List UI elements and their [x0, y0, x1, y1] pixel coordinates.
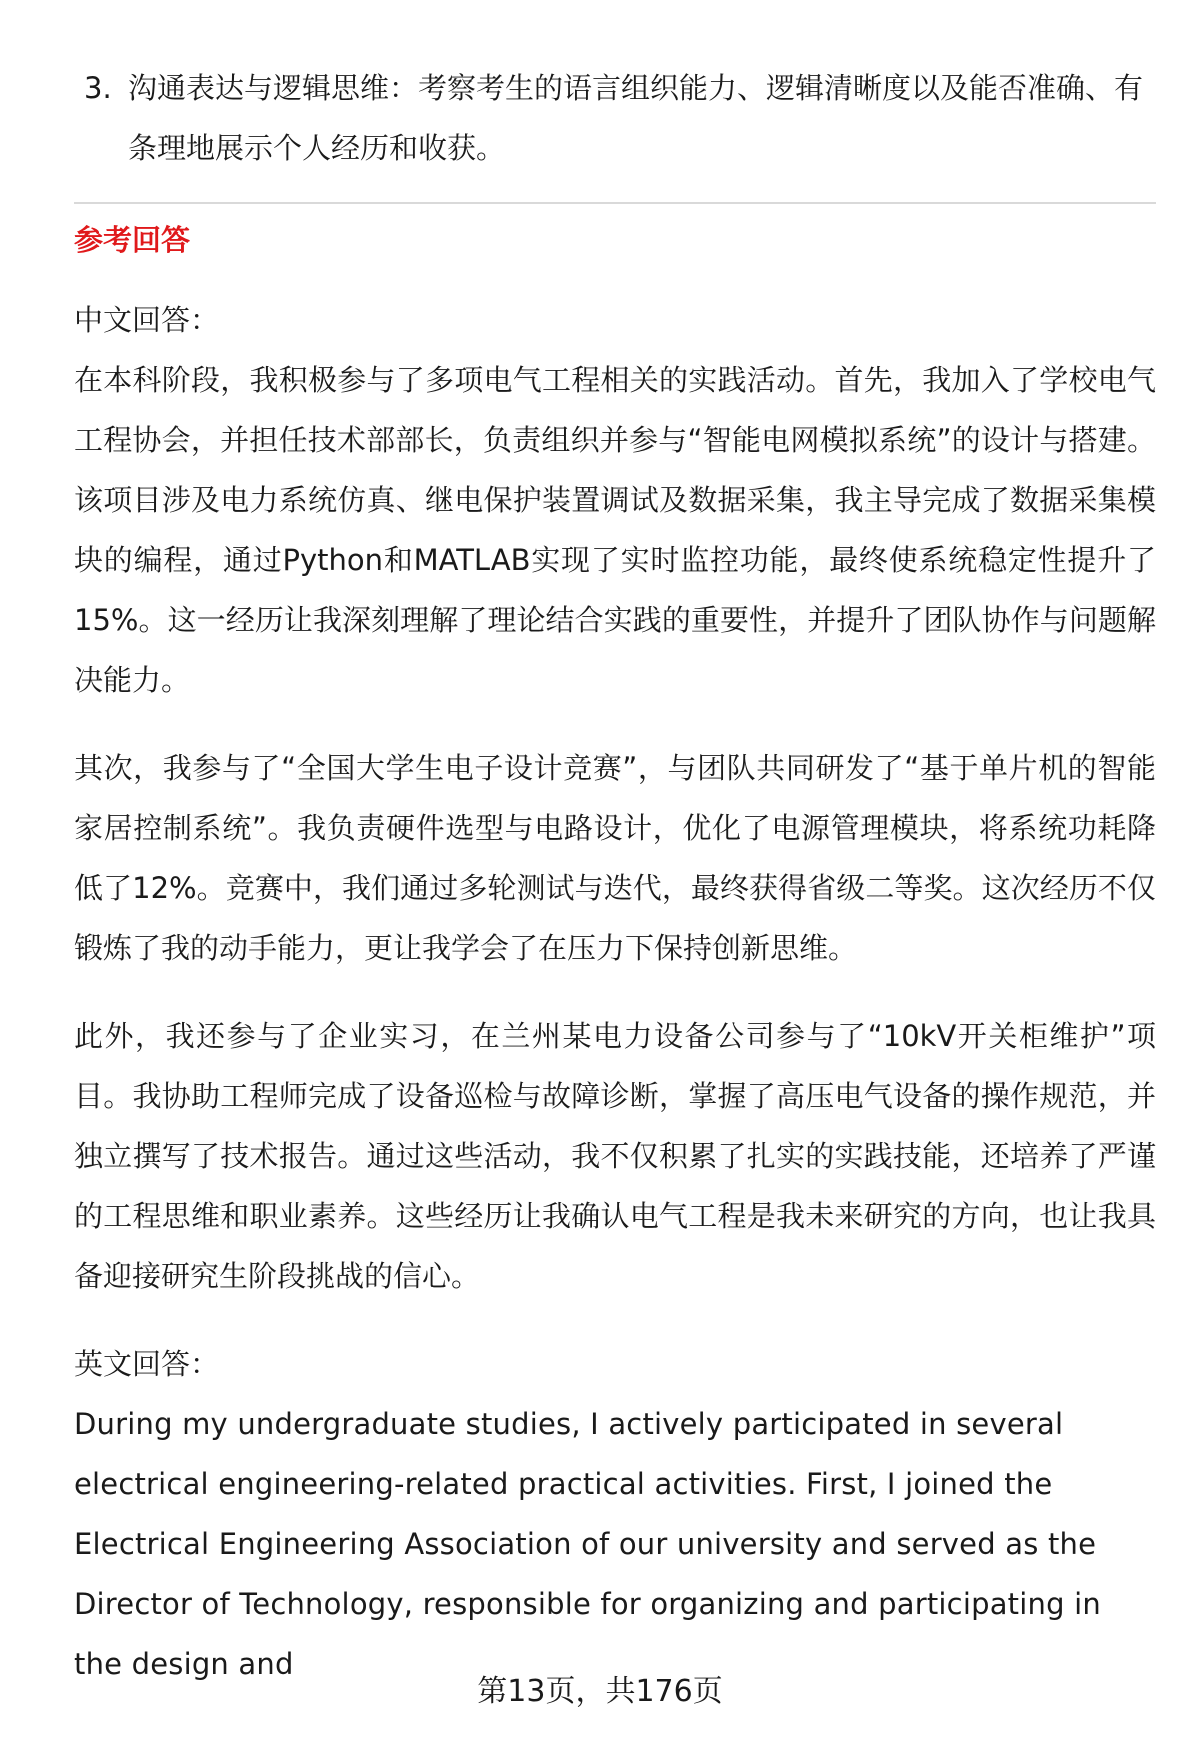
- list-number: 3.: [84, 71, 112, 105]
- english-answer-label: 英文回答：: [74, 1347, 220, 1381]
- chinese-paragraph-2: 其次，我参与了“全国大学生电子设计竞赛”，与团队共同研发了“基于单片机的智能家居控制系统”。我负责硬件选型与电路设计，优化了电源管理模块，将系统功耗降低了12%。竞赛中，我们通过多轮测试与迭代，最终获得省级二等奖。这次经历不仅锻炼了我的动手能力，更让我学会了在压力下保持创新思维。: [74, 751, 1156, 965]
- page-footer: 第13页，共176页: [477, 1674, 723, 1709]
- page-content: [74, 58, 1156, 1694]
- list-item-text: 沟通表达与逻辑思维：考察考生的语言组织能力、逻辑清晰度以及能否准确、有条理地展示个人经历和收获。: [128, 71, 1144, 165]
- section-heading: 参考回答: [74, 223, 191, 257]
- chinese-paragraph-1: 在本科阶段，我积极参与了多项电气工程相关的实践活动。首先，我加入了学校电气工程协会，并担任技术部部长，负责组织并参与“智能电网模拟系统”的设计与搭建。该项目涉及电力系统仿真、继电保护装置调试及数据采集，我主导完成了数据采集模块的编程，通过Python和MATLAB实现了实时监控功能，最终使系统稳定性提升了15%。这一经历让我深刻理解了理论结合实践的重要性，并提升了团队协作与问题解决能力。: [74, 363, 1156, 697]
- english-paragraph: During my undergraduate studies, I actively participated in several electrical engineering-related practical activities. First, I joined the Electrical Engineering Association of our university and served as the Director of Technology, responsible for organizing and participating in the design and: [74, 1407, 1101, 1681]
- section-divider: [74, 202, 1156, 204]
- list-item-3: [74, 58, 1156, 178]
- chinese-paragraph-3: 此外，我还参与了企业实习，在兰州某电力设备公司参与了“10kV开关柜维护”项目。我协助工程师完成了设备巡检与故障诊断，掌握了高压电气设备的操作规范，并独立撰写了技术报告。通过这些活动，我不仅积累了扎实的实践技能，还培养了严谨的工程思维和职业素养。这些经历让我确认电气工程是我未来研究的方向，也让我具备迎接研究生阶段挑战的信心。: [74, 1019, 1156, 1293]
- chinese-answer-label: 中文回答：: [74, 303, 220, 337]
